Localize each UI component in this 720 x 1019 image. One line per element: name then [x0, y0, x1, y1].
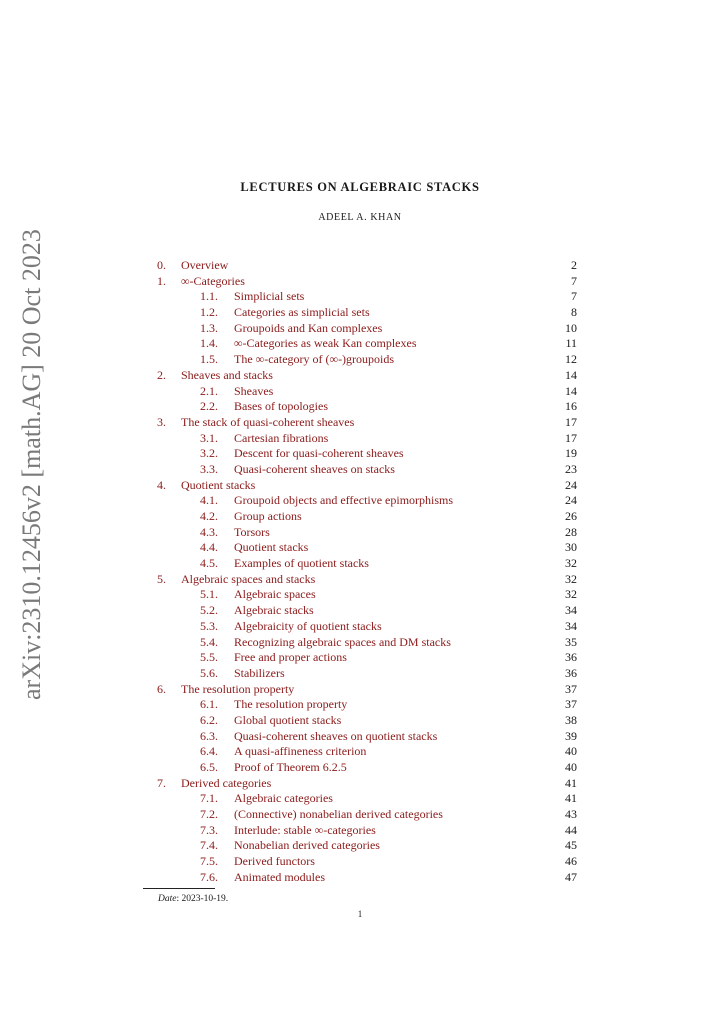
toc-entry-number: 3.3.	[200, 461, 218, 476]
toc-subsection-entry[interactable]	[157, 760, 577, 776]
toc-entry-title-link[interactable]: Groupoids and Kan complexes	[234, 320, 383, 335]
toc-entry-page-number: 8	[571, 305, 577, 320]
footnote-label: Date	[158, 894, 177, 904]
paper-author: ADEEL A. KHAN	[318, 212, 402, 223]
toc-entry-title-link[interactable]: Algebraic spaces	[234, 587, 316, 602]
toc-entry-number: 6.2.	[200, 712, 218, 727]
toc-entry-title-link[interactable]: Global quotient stacks	[234, 712, 342, 727]
toc-entry-page-number: 45	[565, 838, 577, 853]
toc-entry-page-number: 14	[565, 367, 577, 382]
toc-entry-number: 4.3.	[200, 524, 218, 539]
toc-subsection-entry[interactable]	[157, 384, 577, 400]
toc-section-entry[interactable]	[157, 572, 577, 588]
toc-subsection-entry[interactable]	[157, 509, 577, 525]
toc-entry-page-number: 26	[565, 509, 577, 523]
toc-subsection-entry[interactable]	[157, 462, 577, 478]
toc-entry-title-link[interactable]: Quotient stacks	[181, 477, 256, 492]
toc-entry-title-link[interactable]: Quotient stacks	[234, 540, 309, 555]
toc-entry-title-link[interactable]: Quasi-coherent sheaves on stacks	[234, 461, 395, 476]
toc-subsection-entry[interactable]	[157, 399, 577, 415]
toc-entry-title-link[interactable]: Categories as simplicial sets	[234, 305, 370, 320]
toc-section-entry[interactable]	[157, 368, 577, 384]
toc-entry-title-link[interactable]: Cartesian fibrations	[234, 430, 329, 445]
toc-entry-title-link[interactable]: Quasi-coherent sheaves on quotient stacks	[234, 728, 438, 743]
toc-subsection-entry[interactable]	[157, 744, 577, 760]
footnote-rule	[143, 888, 215, 889]
toc-subsection-entry[interactable]	[157, 603, 577, 619]
page-number: 1	[357, 909, 363, 919]
toc-entry-title-link[interactable]: Descent for quasi-coherent sheaves	[234, 446, 404, 461]
footnote-text: : 2023-10-19.	[176, 894, 229, 904]
toc-entry-page-number: 36	[565, 650, 577, 665]
table-of-contents	[157, 258, 577, 886]
toc-entry-number: 4.2.	[200, 509, 218, 523]
toc-entry-number: 6.	[157, 681, 166, 696]
toc-entry-title-link[interactable]: Recognizing algebraic spaces and DM stacks	[234, 634, 451, 649]
toc-entry-number: 5.3.	[200, 618, 218, 633]
toc-entry-number: 4.5.	[200, 556, 218, 571]
toc-entry-title-link[interactable]: Bases of topologies	[234, 399, 328, 414]
toc-entry-number: 2.1.	[200, 383, 218, 398]
toc-entry-page-number: 2	[571, 258, 577, 272]
toc-subsection-entry[interactable]	[157, 838, 577, 854]
toc-entry-title-link[interactable]: Group actions	[234, 509, 302, 523]
toc-entry-number: 0.	[157, 258, 166, 272]
toc-entry-number: 5.5.	[200, 650, 218, 665]
toc-subsection-entry[interactable]	[157, 635, 577, 651]
toc-entry-page-number: 34	[565, 618, 577, 633]
toc-entry-number: 2.	[157, 367, 166, 382]
toc-entry-title-link[interactable]: Free and proper actions	[234, 650, 347, 665]
toc-subsection-entry[interactable]	[157, 791, 577, 807]
toc-entry-page-number: 41	[565, 791, 577, 806]
toc-subsection-entry[interactable]	[157, 697, 577, 713]
toc-entry-page-number: 32	[565, 587, 577, 602]
toc-subsection-entry[interactable]	[157, 650, 577, 666]
toc-entry-title-link[interactable]: (Connective) nonabelian derived categories	[234, 807, 443, 822]
toc-entry-page-number: 16	[565, 399, 577, 414]
toc-entry-page-number: 47	[565, 869, 577, 884]
toc-entry-title-link[interactable]: Nonabelian derived categories	[234, 838, 380, 853]
toc-subsection-entry[interactable]	[157, 587, 577, 603]
toc-entry-page-number: 46	[565, 854, 577, 869]
arxiv-identifier-stamp: arXiv:2310.12456v2 [math.AG] 20 Oct 2023	[17, 229, 46, 700]
toc-entry-page-number: 14	[565, 383, 577, 398]
toc-entry-number: 1.4.	[200, 336, 218, 351]
toc-entry-page-number: 32	[565, 556, 577, 571]
toc-entry-title-link[interactable]: Interlude: stable ∞-categories	[234, 822, 376, 837]
toc-entry-title-link[interactable]: Torsors	[234, 524, 270, 539]
toc-entry-title-link[interactable]: Algebraic categories	[234, 791, 333, 806]
toc-entry-page-number: 10	[565, 320, 577, 335]
toc-entry-page-number: 12	[565, 352, 577, 367]
toc-entry-page-number: 17	[565, 414, 577, 429]
toc-subsection-entry[interactable]	[157, 540, 577, 556]
toc-entry-page-number: 30	[565, 540, 577, 555]
toc-entry-page-number: 32	[565, 571, 577, 586]
toc-entry-page-number: 24	[565, 493, 577, 508]
toc-subsection-entry[interactable]	[157, 556, 577, 572]
toc-entry-number: 7.1.	[200, 791, 218, 806]
toc-entry-page-number: 39	[565, 728, 577, 743]
date-footnote	[158, 894, 228, 904]
toc-entry-number: 1.2.	[200, 305, 218, 320]
toc-subsection-entry[interactable]	[157, 713, 577, 729]
toc-entry-number: 5.1.	[200, 587, 218, 602]
toc-entry-page-number: 36	[565, 665, 577, 680]
toc-entry-number: 4.4.	[200, 540, 218, 555]
toc-subsection-entry[interactable]	[157, 336, 577, 352]
toc-subsection-entry[interactable]	[157, 305, 577, 321]
toc-subsection-entry[interactable]	[157, 666, 577, 682]
toc-entry-number: 7.	[157, 775, 166, 790]
toc-entry-number: 6.1.	[200, 697, 218, 712]
toc-entry-page-number: 43	[565, 807, 577, 822]
toc-entry-title-link[interactable]: ∞-Categories	[181, 273, 245, 288]
toc-entry-number: 6.3.	[200, 728, 218, 743]
toc-entry-number: 3.2.	[200, 446, 218, 461]
toc-entry-page-number: 40	[565, 760, 577, 774]
toc-subsection-entry[interactable]	[157, 289, 577, 305]
toc-entry-number: 3.	[157, 414, 166, 429]
toc-subsection-entry[interactable]	[157, 854, 577, 870]
toc-entry-number: 4.	[157, 477, 166, 492]
toc-entry-title-link[interactable]: Groupoid objects and effective epimorphisms	[234, 493, 454, 508]
toc-subsection-entry[interactable]	[157, 619, 577, 635]
toc-entry-title-link[interactable]: Derived categories	[181, 775, 272, 790]
toc-entry-number: 7.6.	[200, 869, 218, 884]
toc-entry-number: 7.3.	[200, 822, 218, 837]
toc-entry-page-number: 7	[571, 289, 577, 304]
toc-entry-page-number: 41	[565, 775, 577, 790]
toc-entry-page-number: 37	[565, 681, 577, 696]
toc-entry-title-link[interactable]: Examples of quotient stacks	[234, 556, 369, 571]
toc-entry-title-link[interactable]: Simplicial sets	[234, 289, 305, 304]
toc-entry-page-number: 35	[565, 634, 577, 649]
toc-entry-page-number: 11	[565, 336, 577, 351]
toc-subsection-entry[interactable]	[157, 807, 577, 823]
toc-section-entry[interactable]	[157, 258, 577, 274]
toc-entry-title-link[interactable]: The resolution property	[234, 697, 348, 712]
toc-entry-title-link[interactable]: Sheaves	[234, 383, 274, 398]
toc-entry-title-link[interactable]: Sheaves and stacks	[181, 367, 273, 382]
toc-subsection-entry[interactable]	[157, 446, 577, 462]
toc-entry-page-number: 37	[565, 697, 577, 712]
toc-entry-title-link[interactable]: ∞-Categories as weak Kan complexes	[234, 336, 417, 351]
toc-entry-number: 5.6.	[200, 665, 218, 680]
toc-entry-number: 5.4.	[200, 634, 218, 649]
toc-entry-number: 7.2.	[200, 807, 218, 822]
toc-subsection-entry[interactable]	[157, 525, 577, 541]
toc-entry-page-number: 28	[565, 524, 577, 539]
toc-entry-number: 6.5.	[200, 760, 218, 774]
toc-entry-number: 1.3.	[200, 320, 218, 335]
toc-entry-number: 1.	[157, 273, 166, 288]
toc-entry-number: 4.1.	[200, 493, 218, 508]
toc-entry-number: 5.	[157, 571, 166, 586]
toc-entry-title-link[interactable]: The resolution property	[181, 681, 295, 696]
toc-entry-page-number: 17	[565, 430, 577, 445]
toc-entry-title-link[interactable]: Animated modules	[234, 869, 325, 884]
toc-subsection-entry[interactable]	[157, 729, 577, 745]
toc-entry-page-number: 40	[565, 744, 577, 759]
toc-entry-page-number: 34	[565, 603, 577, 618]
toc-entry-number: 7.5.	[200, 854, 218, 869]
toc-subsection-entry[interactable]	[157, 352, 577, 368]
toc-entry-title-link[interactable]: Derived functors	[234, 854, 315, 869]
toc-entry-title-link[interactable]: Algebraicity of quotient stacks	[234, 618, 382, 633]
toc-subsection-entry[interactable]	[157, 321, 577, 337]
toc-subsection-entry[interactable]	[157, 823, 577, 839]
toc-subsection-entry[interactable]	[157, 431, 577, 447]
toc-entry-number: 1.5.	[200, 352, 218, 367]
toc-section-entry[interactable]	[157, 776, 577, 792]
toc-entry-page-number: 44	[565, 822, 577, 837]
paper-title: LECTURES ON ALGEBRAIC STACKS	[240, 180, 480, 194]
toc-entry-title-link[interactable]: Proof of Theorem 6.2.5	[234, 760, 347, 774]
toc-entry-number: 7.4.	[200, 838, 218, 853]
toc-entry-title-link[interactable]: The stack of quasi-coherent sheaves	[181, 414, 355, 429]
toc-entry-page-number: 24	[565, 477, 577, 492]
toc-entry-number: 2.2.	[200, 399, 218, 414]
toc-entry-number: 1.1.	[200, 289, 218, 304]
toc-entry-page-number: 23	[565, 461, 577, 476]
toc-entry-title-link[interactable]: A quasi-affineness criterion	[234, 744, 367, 759]
toc-subsection-entry[interactable]	[157, 870, 577, 886]
toc-section-entry[interactable]	[157, 478, 577, 494]
toc-entry-page-number: 38	[565, 712, 577, 727]
toc-entry-title-link[interactable]: Stabilizers	[234, 665, 285, 680]
toc-entry-title-link[interactable]: Algebraic stacks	[234, 603, 314, 618]
toc-entry-title-link[interactable]: Overview	[181, 258, 229, 272]
toc-entry-number: 6.4.	[200, 744, 218, 759]
toc-section-entry[interactable]	[157, 682, 577, 698]
toc-entry-number: 5.2.	[200, 603, 218, 618]
toc-entry-page-number: 19	[565, 446, 577, 461]
toc-section-entry[interactable]	[157, 274, 577, 290]
toc-entry-title-link[interactable]: Algebraic spaces and stacks	[181, 571, 316, 586]
toc-entry-title-link[interactable]: The ∞-category of (∞-)groupoids	[234, 352, 395, 367]
toc-entry-number: 3.1.	[200, 430, 218, 445]
toc-subsection-entry[interactable]	[157, 493, 577, 509]
toc-entry-page-number: 7	[571, 273, 577, 288]
toc-section-entry[interactable]	[157, 415, 577, 431]
